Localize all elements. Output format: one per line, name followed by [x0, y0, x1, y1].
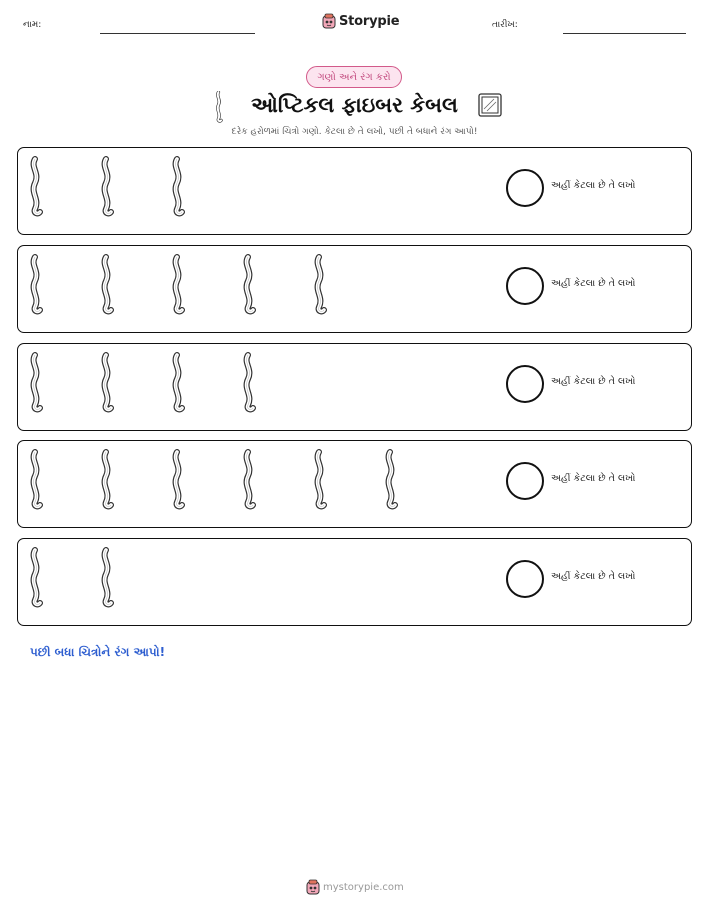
answer-circle[interactable] [506, 267, 544, 305]
optical-fiber-cable-icon [26, 254, 46, 316]
optical-fiber-cable-icon [239, 449, 259, 511]
answer-label: અહીં કેટલા છે તે લખો [551, 180, 636, 191]
optical-fiber-cable-icon [97, 547, 117, 609]
answer-label: અહીં કેટલા છે તે લખો [551, 376, 636, 387]
title-row [0, 88, 709, 124]
optical-fiber-cable-icon [97, 352, 117, 414]
footer-url: mystorypie.com [323, 881, 404, 893]
optical-fiber-cable-icon [26, 449, 46, 511]
brand-logo [322, 13, 399, 29]
optical-fiber-cable-icon [168, 156, 188, 218]
optical-fiber-cable-icon [168, 352, 188, 414]
optical-fiber-cable-icon [381, 449, 401, 511]
footer-brand [306, 879, 404, 895]
counting-row [17, 440, 692, 528]
fiber-box-icon [478, 93, 502, 117]
answer-circle[interactable] [506, 462, 544, 500]
counting-row [17, 538, 692, 626]
name-label: નામ: [23, 20, 42, 30]
optical-fiber-cable-icon [239, 352, 259, 414]
answer-circle[interactable] [506, 169, 544, 207]
optical-fiber-cable-icon [239, 254, 259, 316]
answer-label: અહીં કેટલા છે તે લખો [551, 473, 636, 484]
optical-fiber-cable-icon [310, 254, 330, 316]
color-instruction: પછી બધા ચિત્રોને રંગ આપો! [30, 645, 166, 659]
counting-row [17, 245, 692, 333]
brand-name: Storypie [339, 13, 400, 29]
worksheet-header [0, 0, 709, 50]
storypie-mascot-icon [306, 879, 320, 895]
optical-fiber-cable-icon [97, 254, 117, 316]
optical-fiber-cable-icon [310, 449, 330, 511]
answer-label: અહીં કેટલા છે તે લખો [551, 571, 636, 582]
answer-circle[interactable] [506, 560, 544, 598]
optical-fiber-cable-icon [26, 547, 46, 609]
activity-badge: ગણો અને રંગ કરો [306, 66, 402, 88]
answer-label: અહીં કેટલા છે તે લખો [551, 278, 636, 289]
optical-fiber-cable-icon [97, 449, 117, 511]
counting-row [17, 343, 692, 431]
optical-fiber-cable-icon [26, 352, 46, 414]
instructions-text: દરેક હરોળમાં ચિત્રો ગણો. કેટલા છે તે લખો, પછી તે બધાને રંગ આપો! [231, 127, 478, 137]
answer-circle[interactable] [506, 365, 544, 403]
optical-fiber-cable-icon [168, 254, 188, 316]
optical-fiber-cable-icon [26, 156, 46, 218]
storypie-mascot-icon [322, 13, 336, 29]
optical-fiber-cable-icon [97, 156, 117, 218]
date-label: તારીખ: [492, 20, 518, 30]
date-input-line[interactable] [563, 33, 686, 34]
counting-row [17, 147, 692, 235]
optical-fiber-cable-icon [168, 449, 188, 511]
name-input-line[interactable] [100, 33, 255, 34]
page-title: ઓપ્ટિકલ ફાઇબર કેબલ [251, 93, 458, 117]
